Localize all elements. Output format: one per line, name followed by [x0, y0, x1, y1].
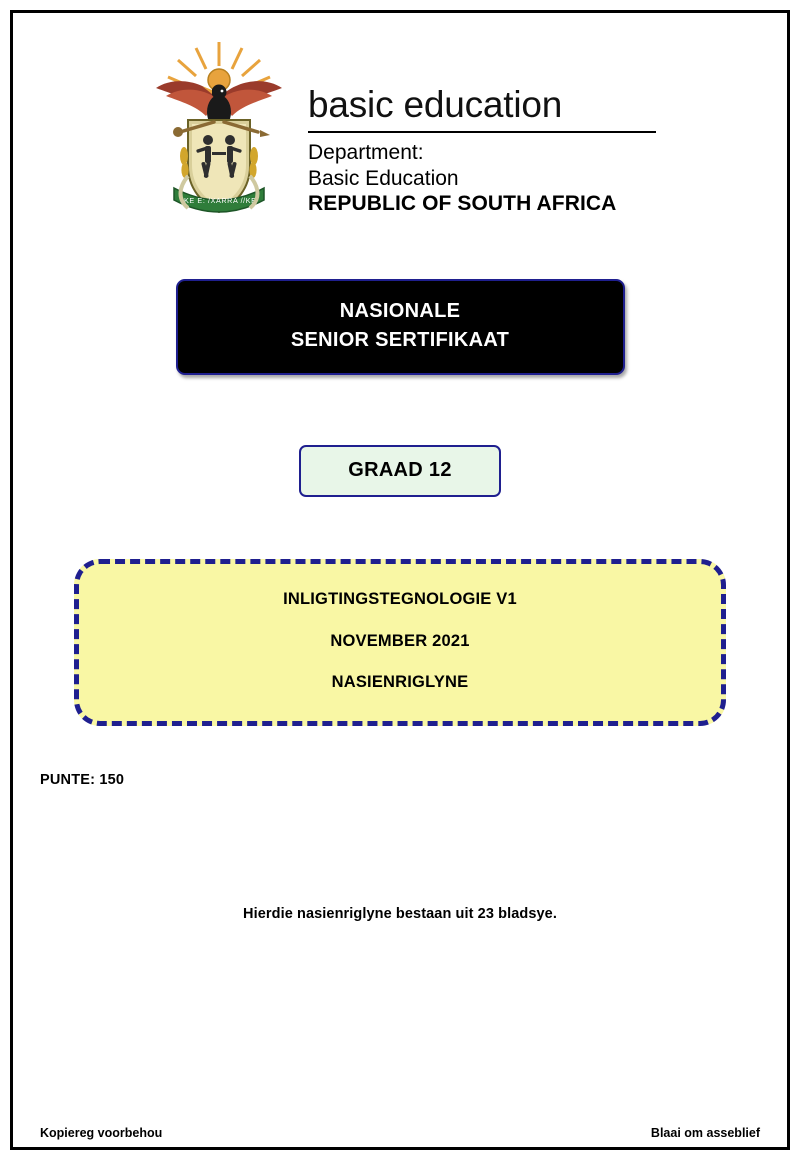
marks-total: PUNTE: 150: [40, 772, 125, 789]
subject-box: [74, 559, 726, 726]
country-name: REPUBLIC OF SOUTH AFRICA: [308, 192, 617, 216]
grade-box-wrap: [40, 445, 760, 497]
certificate-banner-wrap: [40, 279, 760, 375]
document-type: NASIENRIGLYNE: [331, 673, 469, 692]
page-content: [40, 28, 760, 1140]
grade-box: [299, 445, 501, 497]
footer-copyright: Kopiereg voorbehou: [40, 1126, 163, 1140]
south-africa-coat-of-arms-icon: [144, 36, 294, 216]
department-text-block: [308, 36, 656, 217]
subject-name: INLIGTINGSTEGNOLOGIE V1: [283, 589, 517, 608]
exam-date: NOVEMBER 2021: [330, 631, 470, 650]
department-name: Basic Education: [308, 166, 459, 190]
department-label: Department:: [308, 141, 424, 164]
subject-box-wrap: [40, 559, 760, 726]
footer-turn-over: Blaai om asseblief: [650, 1126, 760, 1140]
brand-underline: [308, 131, 656, 133]
certificate-line-1: NASIONALE: [339, 299, 461, 322]
brand-title: basic education: [308, 84, 563, 125]
certificate-line-2: SENIOR SERTIFIKAAT: [290, 328, 510, 351]
svg-text:!KE E: /XARRA //KE: !KE E: /XARRA //KE: [181, 196, 257, 205]
page-count-note: Hierdie nasienriglyne bestaan uit 23 bladsye.: [243, 906, 557, 923]
page-footer: [40, 1126, 760, 1140]
certificate-banner: [176, 279, 625, 375]
document-header: [40, 36, 760, 217]
grade-label: GRAAD 12: [348, 458, 452, 481]
